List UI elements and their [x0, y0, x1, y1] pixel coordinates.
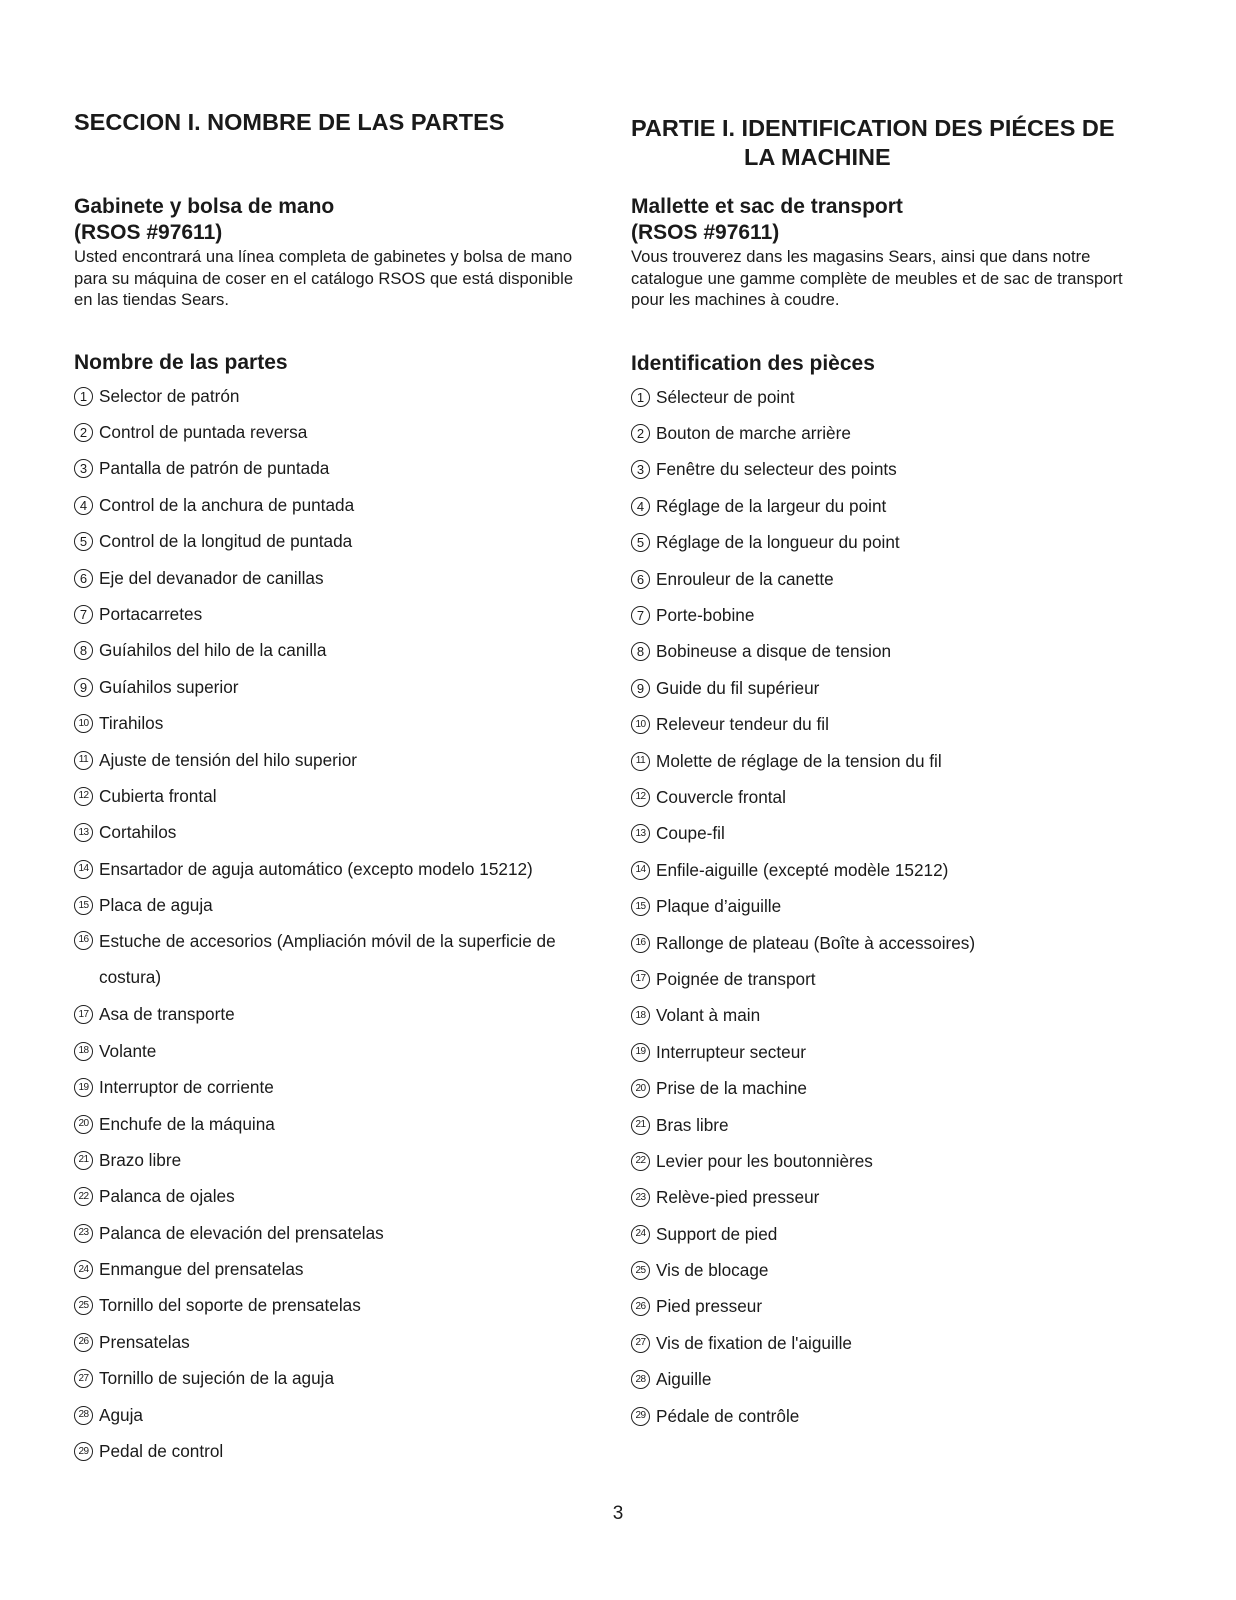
part-label: Réglage de la longueur du point	[656, 532, 900, 553]
part-label: Selector de patrón	[99, 385, 240, 406]
part-label: Tornillo de sujeción de la aguja	[99, 1368, 335, 1389]
part-label: Control de puntada reversa	[99, 422, 308, 443]
part-label: Vis de blocage	[656, 1260, 769, 1281]
part-list-item	[631, 743, 975, 779]
part-list-item	[631, 1398, 975, 1434]
part-number-badge: 24	[74, 1260, 93, 1279]
part-number-badge: 1	[631, 388, 650, 407]
part-label: Control de la longitud de puntada	[99, 531, 353, 552]
part-number-badge: 22	[631, 1152, 650, 1171]
part-list-item	[74, 1179, 569, 1215]
part-list-item	[631, 1252, 975, 1288]
part-number-badge: 9	[631, 679, 650, 698]
part-number-badge: 7	[631, 606, 650, 625]
part-list-item	[74, 924, 569, 997]
part-number-badge: 1	[74, 387, 93, 406]
french-cabinet-paragraph: Vous trouverez dans les magasins Sears, ainsi que dans notre catalogue une gamme complète de meubles et de sac de transport pour les machines à coudre.	[631, 247, 1123, 309]
part-list-item	[74, 1433, 569, 1469]
part-label: Poignée de transport	[656, 968, 816, 989]
part-label: Enmangue del prensatelas	[99, 1259, 304, 1280]
part-list-item	[631, 816, 975, 852]
part-number-badge: 19	[74, 1078, 93, 1097]
part-list-item	[631, 561, 975, 597]
part-number-badge: 15	[74, 896, 93, 915]
part-label: Volant à main	[656, 1005, 761, 1026]
part-number-badge: 16	[631, 934, 650, 953]
part-number-badge: 8	[74, 641, 93, 660]
part-number-badge: 23	[74, 1224, 93, 1243]
part-list-item	[74, 596, 569, 632]
part-number-badge: 5	[631, 533, 650, 552]
part-label: Palanca de elevación del prensatelas	[99, 1222, 384, 1243]
part-list-item	[74, 1215, 569, 1251]
part-number-badge: 27	[631, 1334, 650, 1353]
part-label: Aguja	[99, 1404, 143, 1425]
part-number-badge: 17	[631, 970, 650, 989]
part-label: Tirahilos	[99, 713, 164, 734]
part-list-item	[631, 1143, 975, 1179]
part-number-badge: 17	[74, 1005, 93, 1024]
part-list-item	[631, 1362, 975, 1398]
part-label: Cortahilos	[99, 822, 177, 843]
part-number-badge: 20	[631, 1079, 650, 1098]
part-number-badge: 25	[631, 1261, 650, 1280]
part-label: Support de pied	[656, 1223, 778, 1244]
part-label: Vis de fixation de l'aiguille	[656, 1332, 852, 1353]
spanish-cabinet-paragraph: Usted encontrará una línea completa de gabinetes y bolsa de mano para su máquina de coser en el catálogo RSOS que está disponible en las tiendas Sears.	[74, 247, 574, 309]
part-list-item	[74, 633, 569, 669]
part-number-badge: 6	[74, 569, 93, 588]
part-number-badge: 11	[74, 751, 93, 770]
part-label: Interruptor de corriente	[99, 1077, 274, 1098]
part-number-badge: 4	[74, 496, 93, 515]
part-label: Guide du fil supérieur	[656, 677, 820, 698]
part-number-badge: 3	[631, 460, 650, 479]
spanish-section-title: SECCION I. NOMBRE DE LAS PARTES	[74, 109, 505, 135]
part-label: Pantalla de patrón de puntada	[99, 458, 330, 479]
part-list-item	[74, 1397, 569, 1433]
french-cabinet-code: (RSOS #97611)	[631, 221, 780, 244]
part-list-item	[74, 1288, 569, 1324]
part-list-item	[74, 669, 569, 705]
part-label: Portacarretes	[99, 604, 203, 625]
part-number-badge: 2	[631, 424, 650, 443]
part-number-badge: 10	[631, 715, 650, 734]
french-parts-title: Identification des pièces	[631, 352, 875, 375]
part-number-badge: 18	[631, 1006, 650, 1025]
part-label: Aiguille	[656, 1369, 712, 1390]
part-label: Prise de la machine	[656, 1078, 807, 1099]
part-label: Plaque d’aiguille	[656, 896, 782, 917]
part-list-item	[74, 1142, 569, 1178]
part-number-badge: 11	[631, 752, 650, 771]
part-list-item	[74, 524, 569, 560]
part-label: Enchufe de la máquina	[99, 1113, 275, 1134]
part-list-item	[631, 379, 975, 415]
part-label: Pédale de contrôle	[656, 1405, 800, 1426]
part-list-item	[74, 487, 569, 523]
part-number-badge: 21	[631, 1116, 650, 1135]
part-label: Volante	[99, 1040, 157, 1061]
part-list-item	[631, 1325, 975, 1361]
part-number-badge: 26	[74, 1333, 93, 1352]
part-label: Enfile-aiguille (excepté modèle 15212)	[656, 859, 949, 880]
part-list-item	[631, 634, 975, 670]
part-label: Eje del devanador de canillas	[99, 567, 324, 588]
part-list-item	[631, 415, 975, 451]
part-list-item	[74, 706, 569, 742]
part-number-badge: 19	[631, 1043, 650, 1062]
part-number-badge: 13	[631, 824, 650, 843]
part-label: Prensatelas	[99, 1331, 190, 1352]
part-label: Fenêtre du selecteur des points	[656, 459, 897, 480]
part-list-item	[74, 1069, 569, 1105]
part-label: Coupe-fil	[656, 823, 725, 844]
part-label: Placa de aguja	[99, 895, 213, 916]
spanish-cabinet-title: Gabinete y bolsa de mano	[74, 195, 335, 218]
part-list-item	[631, 1289, 975, 1325]
part-label: Ajuste de tensión del hilo superior	[99, 749, 357, 770]
part-list-item	[74, 1251, 569, 1287]
part-list-item	[631, 488, 975, 524]
spanish-cabinet-code: (RSOS #97611)	[74, 221, 223, 244]
part-label: Interrupteur secteur	[656, 1041, 806, 1062]
part-label: Couvercle frontal	[656, 786, 786, 807]
part-list-item	[631, 525, 975, 561]
part-number-badge: 12	[74, 787, 93, 806]
part-number-badge: 20	[74, 1115, 93, 1134]
part-label: Guíahilos del hilo de la canilla	[99, 640, 327, 661]
part-label: Asa de transporte	[99, 1004, 235, 1025]
part-number-badge: 2	[74, 423, 93, 442]
part-list-item	[74, 851, 569, 887]
part-number-badge: 7	[74, 605, 93, 624]
part-list-item	[631, 1034, 975, 1070]
part-number-badge: 24	[631, 1225, 650, 1244]
part-list-item	[631, 998, 975, 1034]
part-label: Porte-bobine	[656, 605, 755, 626]
part-number-badge: 3	[74, 459, 93, 478]
part-list-item	[631, 779, 975, 815]
part-list-item	[631, 1070, 975, 1106]
part-list-item	[631, 925, 975, 961]
part-label: Bobineuse a disque de tension	[656, 641, 892, 662]
part-label: Guíahilos superior	[99, 676, 239, 697]
part-label: Brazo libre	[99, 1149, 182, 1170]
part-label: Releveur tendeur du fil	[656, 714, 829, 735]
part-number-badge: 15	[631, 897, 650, 916]
part-label: Molette de réglage de la tension du fil	[656, 750, 942, 771]
part-number-badge: 8	[631, 642, 650, 661]
part-number-badge: 29	[631, 1407, 650, 1426]
part-label: Tornillo del soporte de prensatelas	[99, 1295, 361, 1316]
french-section-title	[631, 114, 1115, 172]
part-label: Sélecteur de point	[656, 386, 795, 407]
part-list-item	[631, 888, 975, 924]
part-number-badge: 28	[631, 1370, 650, 1389]
part-list-item	[631, 597, 975, 633]
part-list-item	[631, 452, 975, 488]
part-label: Pedal de control	[99, 1441, 224, 1462]
part-number-badge: 6	[631, 570, 650, 589]
part-list-item	[74, 378, 569, 414]
part-list-item	[74, 414, 569, 450]
french-parts-list	[631, 379, 975, 1434]
part-label: Control de la anchura de puntada	[99, 494, 355, 515]
french-section-title-line1: PARTIE I. IDENTIFICATION DES PIÉCES DE	[631, 115, 1115, 141]
part-list-item	[74, 1033, 569, 1069]
part-list-item	[74, 1106, 569, 1142]
part-label: Ensartador de aguja automático (excepto modelo 15212)	[99, 858, 533, 879]
part-number-badge: 27	[74, 1369, 93, 1388]
spanish-parts-title: Nombre de las partes	[74, 351, 288, 374]
part-label: Bras libre	[656, 1114, 729, 1135]
part-list-item	[74, 1324, 569, 1360]
part-number-badge: 29	[74, 1442, 93, 1461]
part-list-item	[74, 815, 569, 851]
french-cabinet-title: Mallette et sac de transport	[631, 195, 903, 218]
part-list-item	[74, 1361, 569, 1397]
part-label: Bouton de marche arrière	[656, 423, 851, 444]
part-label: Cubierta frontal	[99, 785, 217, 806]
part-list-item	[631, 670, 975, 706]
part-list-item	[74, 778, 569, 814]
part-number-badge: 4	[631, 497, 650, 516]
part-number-badge: 25	[74, 1296, 93, 1315]
part-label: Pied presseur	[656, 1296, 763, 1317]
part-number-badge: 14	[631, 861, 650, 880]
part-list-item	[631, 961, 975, 997]
part-number-badge: 28	[74, 1406, 93, 1425]
part-label: Relève-pied presseur	[656, 1187, 820, 1208]
part-number-badge: 9	[74, 678, 93, 697]
part-label: Réglage de la largeur du point	[656, 495, 887, 516]
part-number-badge: 21	[74, 1151, 93, 1170]
page-number: 3	[612, 1503, 624, 1524]
part-list-item	[74, 451, 569, 487]
spanish-parts-list	[74, 378, 569, 1470]
part-number-badge: 14	[74, 860, 93, 879]
part-label: Palanca de ojales	[99, 1186, 235, 1207]
part-number-badge: 22	[74, 1187, 93, 1206]
part-number-badge: 10	[74, 714, 93, 733]
part-number-badge: 23	[631, 1188, 650, 1207]
french-section-title-line2: LA MACHINE	[744, 144, 891, 170]
part-number-badge: 18	[74, 1042, 93, 1061]
part-number-badge: 13	[74, 823, 93, 842]
part-number-badge: 5	[74, 532, 93, 551]
part-label: Levier pour les boutonnières	[656, 1150, 873, 1171]
part-list-item	[631, 852, 975, 888]
part-list-item	[631, 707, 975, 743]
part-number-badge: 16	[74, 931, 93, 950]
part-list-item	[74, 742, 569, 778]
part-list-item	[74, 997, 569, 1033]
part-number-badge: 26	[631, 1297, 650, 1316]
part-number-badge: 12	[631, 788, 650, 807]
part-list-item	[631, 1216, 975, 1252]
part-list-item	[631, 1180, 975, 1216]
part-list-item	[631, 1107, 975, 1143]
part-list-item	[74, 887, 569, 923]
part-list-item	[74, 560, 569, 596]
part-label: Rallonge de plateau (Boîte à accessoires)	[656, 932, 976, 953]
part-label: Enrouleur de la canette	[656, 568, 834, 589]
part-label: Estuche de accesorios (Ampliación móvil de la superficie de costura)	[99, 930, 556, 988]
